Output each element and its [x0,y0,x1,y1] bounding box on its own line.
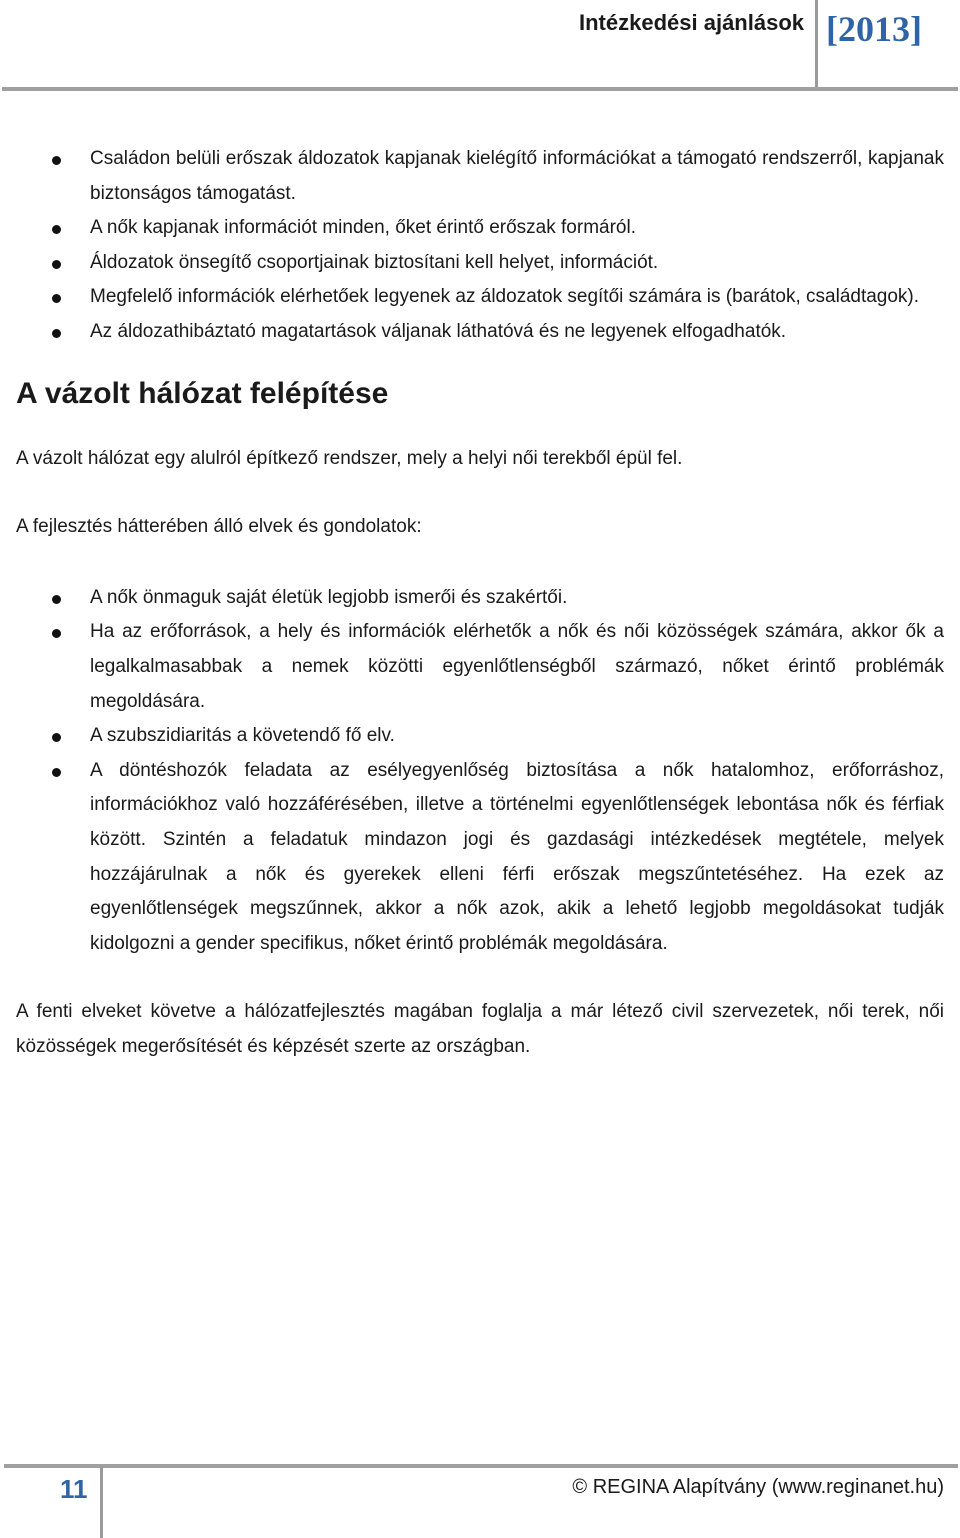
list-item: Az áldozathibáztató magatartások váljanak láthatóvá és ne legyenek elfogadhatók. [16,315,944,350]
header-rule [2,87,958,91]
top-bullet-list [16,142,944,350]
list-item: A nők kapjanak információt minden, őket érintő erőszak formáról. [16,211,944,246]
bullet-icon [52,629,61,638]
list-item: Áldozatok önsegítő csoportjainak biztosítani kell helyet, információt. [16,246,944,281]
list-item: A nők önmaguk saját életük legjobb ismerői és szakértői. [16,581,944,616]
list-item: A szubszidiaritás a követendő fő elv. [16,719,944,754]
principles-lead: A fejlesztés hátterében álló elvek és gondolatok: [16,516,422,538]
bullet-icon [52,733,61,742]
page-header [0,0,960,92]
header-year: [2013] [826,9,922,49]
page-footer [0,1460,960,1538]
footer-rule [4,1464,958,1468]
closing-paragraph: A fenti elveket követve a hálózatfejlesztés magában foglalja a már létező civil szervezetek, női terek, női közösségek megerősítését és képzését szerte az országban. [16,1001,944,1057]
bullet-icon [52,225,61,234]
header-divider [815,0,818,88]
list-item: Megfelelő információk elérhetőek legyenek az áldozatok segítői számára is (barátok, családtagok). [16,280,944,315]
section-heading: A vázolt hálózat felépítése [16,376,389,410]
footer-divider [100,1466,103,1538]
bullet-icon [52,156,61,165]
header-title: Intézkedési ajánlások [579,10,804,35]
list-item: Családon belüli erőszak áldozatok kapjanak kielégítő információkat a támogató rendszerről, kapjanak biztonságos támogatást. [16,142,944,211]
bullet-icon [52,260,61,269]
bullet-icon [52,768,61,777]
principles-list [16,581,944,962]
intro-paragraph: A vázolt hálózat egy alulról építkező rendszer, mely a helyi női terekből épül fel. [16,447,683,469]
bullet-icon [52,294,61,303]
list-item: A döntéshozók feladata az esélyegyenlőség biztosítása a nők hatalomhoz, erőforráshoz, információkhoz való hozzáférésében, illetve a történelmi egyenlőtlenségek lebontása nők és férfiak között. Szintén a feladatuk mindazon jogi és gazdasági intézkedések megtétele, melyek hozzájárulnak a nők és gyerekek elleni férfi erőszak megszűntetéséhez. Ha ezek az egyenlőtlenségek megszűnnek, akkor a nők azok, akik a lehető legjobb megoldásokat tudják kidolgozni a gender specifikus, nőket érintő problémák megoldására. [16,754,944,962]
page-number: 11 [60,1474,88,1504]
footer-copyright: © REGINA Alapítvány (www.reginanet.hu) [572,1476,944,1498]
page-content [16,142,944,1064]
bullet-icon [52,595,61,604]
list-item: Ha az erőforrások, a hely és információk elérhetők a nők és női közösségek számára, akkor ők a legalkalmasabbak a nemek közötti egyenlőtlenségből származó, nőket érintő problémák megoldására. [16,615,944,719]
bullet-icon [52,329,61,338]
